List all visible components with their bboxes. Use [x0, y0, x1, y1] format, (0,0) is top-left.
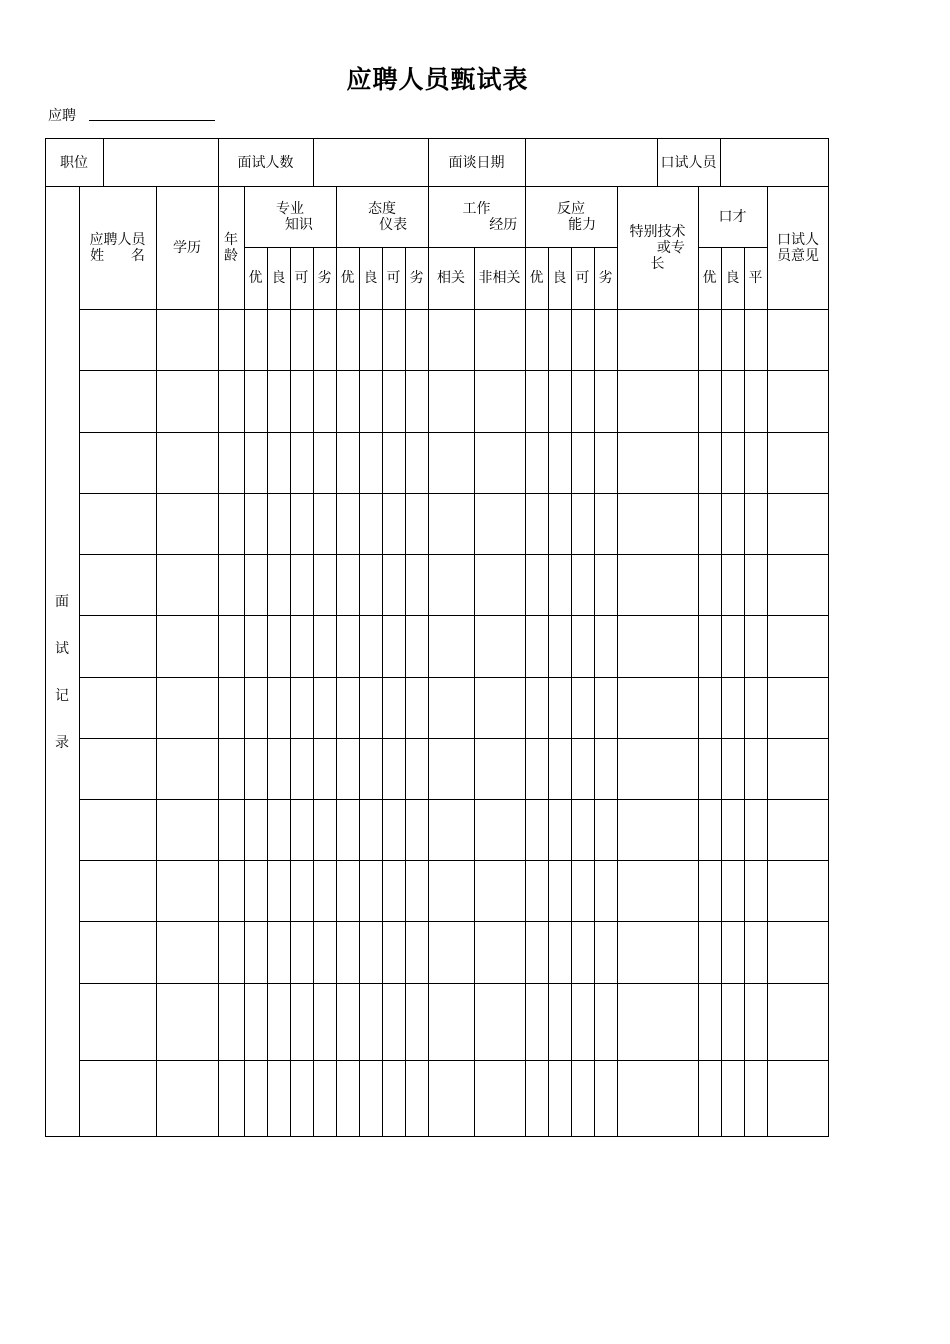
row-special-field[interactable]: [617, 615, 698, 677]
header-eloquence: 口才: [718, 209, 747, 225]
row-name-field[interactable]: [79, 983, 156, 1060]
interview-count-field[interactable]: [313, 139, 428, 186]
grade-label: 非相关: [478, 270, 521, 286]
grade-label: 良: [725, 270, 740, 286]
grade-label: 劣: [409, 270, 424, 286]
grid-line: [79, 615, 829, 616]
grade-label: 优: [529, 270, 544, 286]
row-education-field[interactable]: [156, 860, 218, 921]
grid-line: [525, 138, 526, 186]
interviewer-label: 口试人员: [660, 154, 717, 171]
row-special-field[interactable]: [617, 493, 698, 554]
row-education-field[interactable]: [156, 493, 218, 554]
grid-line: [244, 186, 245, 1137]
grade-label: 良: [271, 270, 286, 286]
grid-line: [79, 309, 829, 310]
position-label: 职位: [60, 154, 88, 171]
grid-line: [79, 921, 829, 922]
grade-label: 优: [248, 270, 263, 286]
grid-line: [525, 186, 526, 1137]
grid-line: [79, 983, 829, 984]
header-reaction-ability: 反应 能力: [556, 201, 597, 233]
grid-line: [720, 138, 721, 186]
row-education-field[interactable]: [156, 1060, 218, 1136]
grid-line: [218, 186, 219, 1137]
row-age-field[interactable]: [218, 860, 244, 921]
grid-line: [79, 799, 829, 800]
interview-date-field[interactable]: [525, 139, 657, 186]
grid-line: [244, 247, 617, 248]
row-age-field[interactable]: [218, 493, 244, 554]
header-interviewer-opinion: 口试人 员意见: [777, 232, 819, 264]
grid-line: [336, 186, 337, 1137]
grid-line: [267, 247, 268, 1137]
row-special-field[interactable]: [617, 738, 698, 799]
grid-line: [698, 186, 699, 1137]
row-opinion-field[interactable]: [767, 554, 829, 615]
grid-line: [79, 186, 80, 1137]
row-education-field[interactable]: [156, 738, 218, 799]
row-age-field[interactable]: [218, 554, 244, 615]
side-label-char: 记: [55, 688, 69, 704]
grid-line: [103, 138, 104, 186]
grade-label: 良: [363, 270, 378, 286]
header-attitude-appearance: 态度 仪表: [367, 201, 408, 233]
grid-line: [382, 247, 383, 1137]
grid-line: [767, 186, 768, 1137]
grid-line: [79, 370, 829, 371]
grade-label: 平: [748, 270, 763, 286]
grid-line: [474, 247, 475, 1137]
row-special-field[interactable]: [617, 554, 698, 615]
grade-label: 可: [575, 270, 590, 286]
grid-line: [79, 554, 829, 555]
row-name-field[interactable]: [79, 615, 156, 677]
row-education-field[interactable]: [156, 799, 218, 860]
row-age-field[interactable]: [218, 921, 244, 983]
row-age-field[interactable]: [218, 615, 244, 677]
row-special-field[interactable]: [617, 677, 698, 738]
row-education-field[interactable]: [156, 615, 218, 677]
grade-label: 良: [552, 270, 567, 286]
row-opinion-field[interactable]: [767, 309, 829, 370]
header-age: 年 龄: [224, 232, 238, 264]
grade-label: 相关: [437, 270, 465, 286]
row-age-field[interactable]: [218, 1060, 244, 1136]
row-age-field[interactable]: [218, 738, 244, 799]
row-name-field[interactable]: [79, 677, 156, 738]
row-special-field[interactable]: [617, 983, 698, 1060]
row-name-field[interactable]: [79, 799, 156, 860]
grade-label: 可: [386, 270, 401, 286]
grade-label: 劣: [598, 270, 613, 286]
grid-line: [79, 677, 829, 678]
grid-line: [290, 247, 291, 1137]
page-title: 应聘人员甄试表: [346, 65, 529, 94]
grid-line: [313, 247, 314, 1137]
position-field[interactable]: [103, 139, 218, 186]
row-education-field[interactable]: [156, 677, 218, 738]
row-opinion-field[interactable]: [767, 738, 829, 799]
grid-line: [657, 138, 658, 186]
row-age-field[interactable]: [218, 370, 244, 432]
side-label-char: 录: [55, 735, 69, 751]
grade-label: 优: [702, 270, 717, 286]
row-education-field[interactable]: [156, 370, 218, 432]
row-education-field[interactable]: [156, 921, 218, 983]
row-age-field[interactable]: [218, 309, 244, 370]
grid-line: [428, 186, 429, 1137]
row-age-field[interactable]: [218, 677, 244, 738]
grid-line: [721, 247, 722, 1137]
grid-line: [313, 138, 314, 186]
grid-line: [79, 860, 829, 861]
row-name-field[interactable]: [79, 554, 156, 615]
row-name-field[interactable]: [79, 860, 156, 921]
row-opinion-field[interactable]: [767, 860, 829, 921]
row-opinion-field[interactable]: [767, 921, 829, 983]
header-special-skills: 特别技术 或专 长: [629, 224, 686, 272]
row-special-field[interactable]: [617, 860, 698, 921]
row-education-field[interactable]: [156, 309, 218, 370]
grid-line: [156, 186, 157, 1137]
row-opinion-field[interactable]: [767, 432, 829, 493]
row-opinion-field[interactable]: [767, 983, 829, 1060]
grade-label: 优: [340, 270, 355, 286]
grade-label: 劣: [317, 270, 332, 286]
grid-line: [744, 247, 745, 1137]
side-label-char: 面: [55, 594, 69, 610]
grade-label: 可: [294, 270, 309, 286]
row-age-field[interactable]: [218, 983, 244, 1060]
row-name-field[interactable]: [79, 493, 156, 554]
row-opinion-field[interactable]: [767, 677, 829, 738]
apply-input-line[interactable]: [89, 120, 215, 121]
row-education-field[interactable]: [156, 432, 218, 493]
grid-line: [428, 138, 429, 186]
row-special-field[interactable]: [617, 921, 698, 983]
row-education-field[interactable]: [156, 554, 218, 615]
interview-count-label: 面试人数: [237, 154, 294, 171]
grid-line: [548, 247, 549, 1137]
apply-label: 应聘: [48, 108, 76, 124]
grid-line: [45, 186, 829, 187]
row-name-field[interactable]: [79, 921, 156, 983]
row-name-field[interactable]: [79, 370, 156, 432]
grid-line: [79, 493, 829, 494]
grid-line: [79, 738, 829, 739]
header-education: 学历: [173, 240, 201, 256]
header-professional-knowledge: 专业 知识: [276, 201, 313, 233]
grid-line: [359, 247, 360, 1137]
row-special-field[interactable]: [617, 432, 698, 493]
grid-line: [218, 138, 219, 186]
row-opinion-field[interactable]: [767, 1060, 829, 1136]
row-opinion-field[interactable]: [767, 493, 829, 554]
row-name-field[interactable]: [79, 309, 156, 370]
row-age-field[interactable]: [218, 432, 244, 493]
grid-line: [79, 432, 829, 433]
row-special-field[interactable]: [617, 1060, 698, 1136]
grid-line: [79, 1060, 829, 1061]
row-opinion-field[interactable]: [767, 799, 829, 860]
grid-line: [571, 247, 572, 1137]
row-name-field[interactable]: [79, 738, 156, 799]
row-special-field[interactable]: [617, 309, 698, 370]
row-name-field[interactable]: [79, 432, 156, 493]
row-special-field[interactable]: [617, 370, 698, 432]
interviewer-field[interactable]: [720, 139, 829, 186]
grid-line: [594, 247, 595, 1137]
row-education-field[interactable]: [156, 983, 218, 1060]
row-special-field[interactable]: [617, 799, 698, 860]
side-label-char: 试: [55, 641, 69, 657]
grid-line: [698, 247, 767, 248]
row-name-field[interactable]: [79, 1060, 156, 1136]
header-applicant-name: 应聘人员 姓 名: [89, 232, 146, 264]
row-opinion-field[interactable]: [767, 370, 829, 432]
grid-line: [405, 247, 406, 1137]
interview-date-label: 面谈日期: [448, 154, 505, 171]
grid-line: [617, 186, 618, 1137]
header-work-experience: 工作 经历: [462, 201, 518, 233]
row-age-field[interactable]: [218, 799, 244, 860]
row-opinion-field[interactable]: [767, 615, 829, 677]
